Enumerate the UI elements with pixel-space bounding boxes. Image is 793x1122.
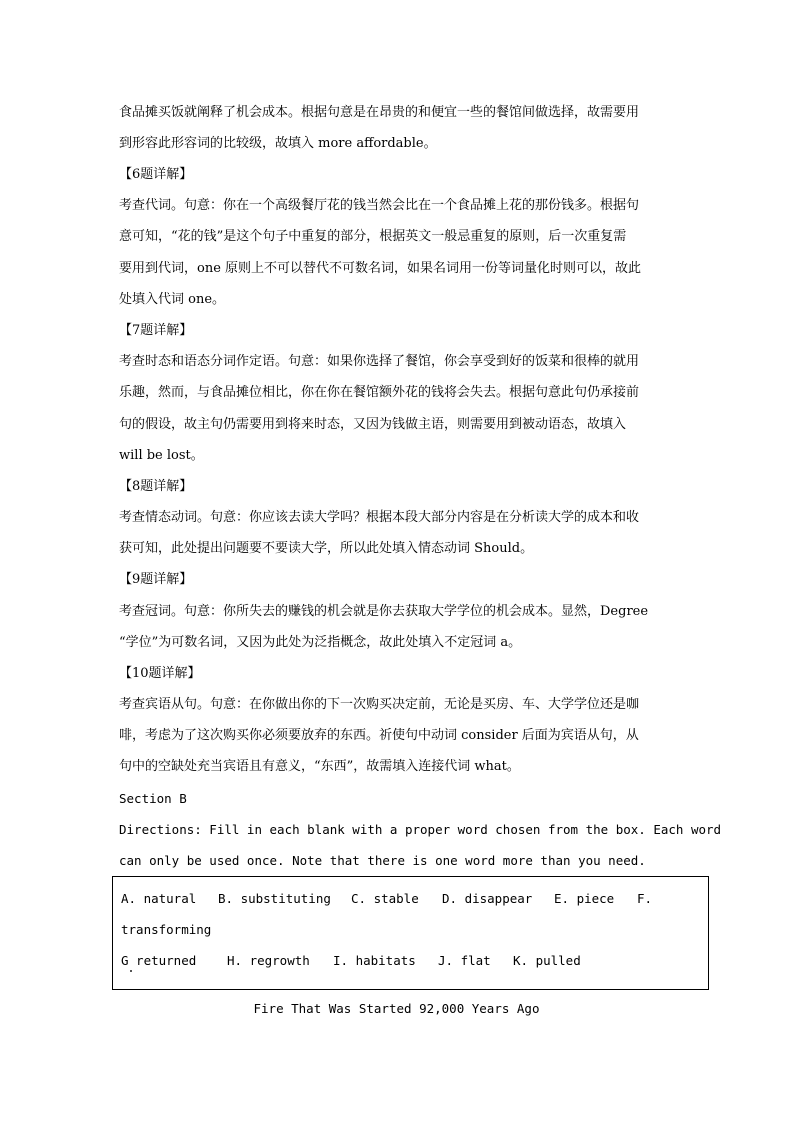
word-option: G returned [121,953,197,968]
word-option: K. pulled [513,953,581,968]
paragraph-line: 要用到代词，one 原则上不可以替代不可数名词，如果名词用一份等词量化时则可以，故此 [119,261,642,276]
question-7-heading: 【7题详解】 [119,323,193,338]
word-option: A. natural [121,891,197,906]
word-option: E. piece [554,891,615,906]
paragraph-line: 意可知，“花的钱”是这个句子中重复的部分，根据英文一般忌重复的原则，后一次重复需 [119,229,627,244]
question-8-heading: 【8题详解】 [119,479,193,494]
word-option: F. [637,891,653,906]
word-option: I. habitats [333,953,416,968]
question-9-heading: 【9题详解】 [119,572,193,587]
passage-title: Fire That Was Started 92,000 Years Ago [253,1001,540,1016]
paragraph-line: 到形容此形容词的比较级，故填入 more affordable。 [119,136,437,151]
paragraph-line: 考查时态和语态分词作定语。句意：如果你选择了餐馆，你会享受到好的饭菜和很棒的就用 [119,354,640,369]
paragraph-line: 处填入代词 one。 [119,292,226,307]
paragraph-line: 考查冠词。句意：你所失去的赚钱的机会就是你去获取大学学位的机会成本。显然，Degree [119,604,649,619]
directions-line: Directions: Fill in each blank with a proper word chosen from the box. Each word [119,822,722,837]
paragraph-line: 考查宾语从句。句意：在你做出你的下一次购买决定前，无论是买房、车、大学学位还是咖 [119,697,640,712]
paragraph-line: “学位”为可数名词，又因为此处为泛指概念，故此处填入不定冠词 a。 [119,635,522,650]
word-option: H. regrowth [227,953,310,968]
paragraph-line: 考查情态动词。句意：你应该去读大学吗？根据本段大部分内容是在分析读大学的成本和收 [119,510,640,525]
paragraph-line: 食品摊买饭就阐释了机会成本。根据句意是在昂贵的和便宜一些的餐馆间做选择，故需要用 [119,105,640,120]
question-6-heading: 【6题详解】 [119,167,193,182]
paragraph-line: will be lost。 [119,448,204,463]
stray-mark [130,970,132,972]
word-bank-box [112,876,709,990]
paragraph-line: 考查代词。句意：你在一个高级餐厅花的钱当然会比在一个食品摊上花的那份钱多。根据句 [119,198,640,213]
paragraph-line: 乐趣，然而，与食品摊位相比，你在你在餐馆额外花的钱将会失去。根据句意此句仍承接前 [119,385,640,400]
word-bank-row [121,890,652,908]
word-bank-row [121,952,581,970]
section-b-heading: Section B [119,791,187,806]
paragraph-line: 获可知，此处提出问题要不要读大学，所以此处填入情态动词 Should。 [119,541,534,556]
directions-line: can only be used once. Note that there is one word more than you need. [119,853,646,868]
word-option: J. flat [438,953,491,968]
word-option: B. substituting [218,891,331,906]
paragraph-line: 啡，考虑为了这次购买你必须要放弃的东西。祈使句中动词 consider 后面为宾语从句，从 [119,728,639,743]
word-option: D. disappear [442,891,533,906]
paragraph-line: 句的假设，故主句仍需要用到将来时态，又因为钱做主语，则需要用到被动语态，故填入 [119,417,627,432]
word-option: C. stable [351,891,419,906]
word-option: transforming [121,922,212,937]
word-bank-row [121,921,211,939]
paragraph-line: 句中的空缺处充当宾语且有意义，“东西”，故需填入连接代词 what。 [119,759,520,774]
question-10-heading: 【10题详解】 [119,666,201,681]
